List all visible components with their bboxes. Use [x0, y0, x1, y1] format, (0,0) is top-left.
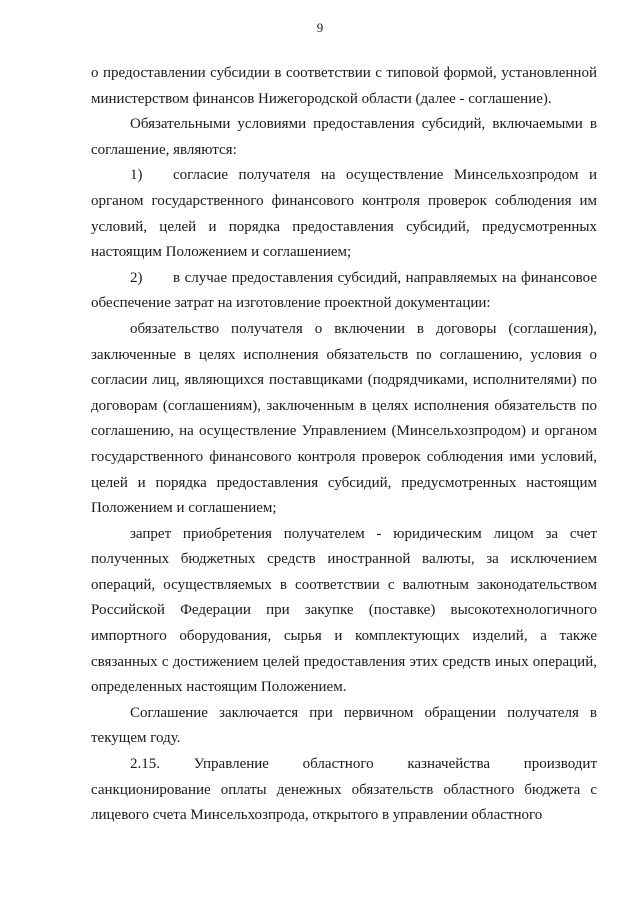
paragraph-agreement: Соглашение заключается при первичном обращении получателя в текущем году. [91, 704, 597, 747]
paragraph-item-2-text: в случае предоставления субсидий, направляемых на финансовое обеспечение затрат на изготовление проектной документации: [91, 269, 597, 312]
paragraph-currency-ban: запрет приобретения получателем - юридическим лицом за счет полученных бюджетных средств иностранной валюты, за исключением операций, осуществляемых в соответствии с валютным законодательством Российской Федерации при закупке (поставке) высокотехнологичного импортного оборудования, сырья и комплектующих изделий, а также связанных с достижением целей предоставления этих средств иных операций, определенных настоящим Положением. [91, 525, 597, 696]
paragraph-obligation: обязательство получателя о включении в договоры (соглашения), заключенные в целях исполнения обязательств по соглашению, условия о согласии лиц, являющихся поставщиками (подрядчиками, исполнителями) по договорам (соглашениям), заключенным в целях исполнения обязательств по соглашению, на осуществление Управлением (Минсельхозпродом) и органом государственного финансового контроля проверок соблюдения ими условий, целей и порядка предоставления субсидий, предусмотренных настоящим Положением и соглашением; [91, 320, 597, 517]
document-body [91, 61, 597, 829]
paragraph-item-1 [91, 163, 597, 265]
paragraph-item-1-text: согласие получателя на осуществление Минсельхозпродом и органом государственного финансового контроля проверок соблюдения им условий, целей и порядка предоставления субсидий, предусмотренных настоящим Положением и соглашением; [91, 167, 597, 261]
list-marker-1: 1) [130, 167, 143, 184]
paragraph-continuation: о предоставлении субсидии в соответствии с типовой формой, установленной министерством финансов Нижегородской области (далее - соглашение). [91, 65, 597, 107]
paragraph-conditions-intro: Обязательными условиями предоставления субсидий, включаемыми в соглашение, являются: [91, 116, 597, 158]
paragraph-item-2 [91, 266, 597, 317]
list-marker-2: 2) [130, 269, 143, 286]
paragraph-section-2-15: 2.15. Управление областного казначейства производит санкционирование оплаты денежных обязательств областного бюджета с лицевого счета Минсельхозпрода, открытого в управлении областного [91, 756, 597, 824]
page-number: 9 [316, 20, 324, 35]
